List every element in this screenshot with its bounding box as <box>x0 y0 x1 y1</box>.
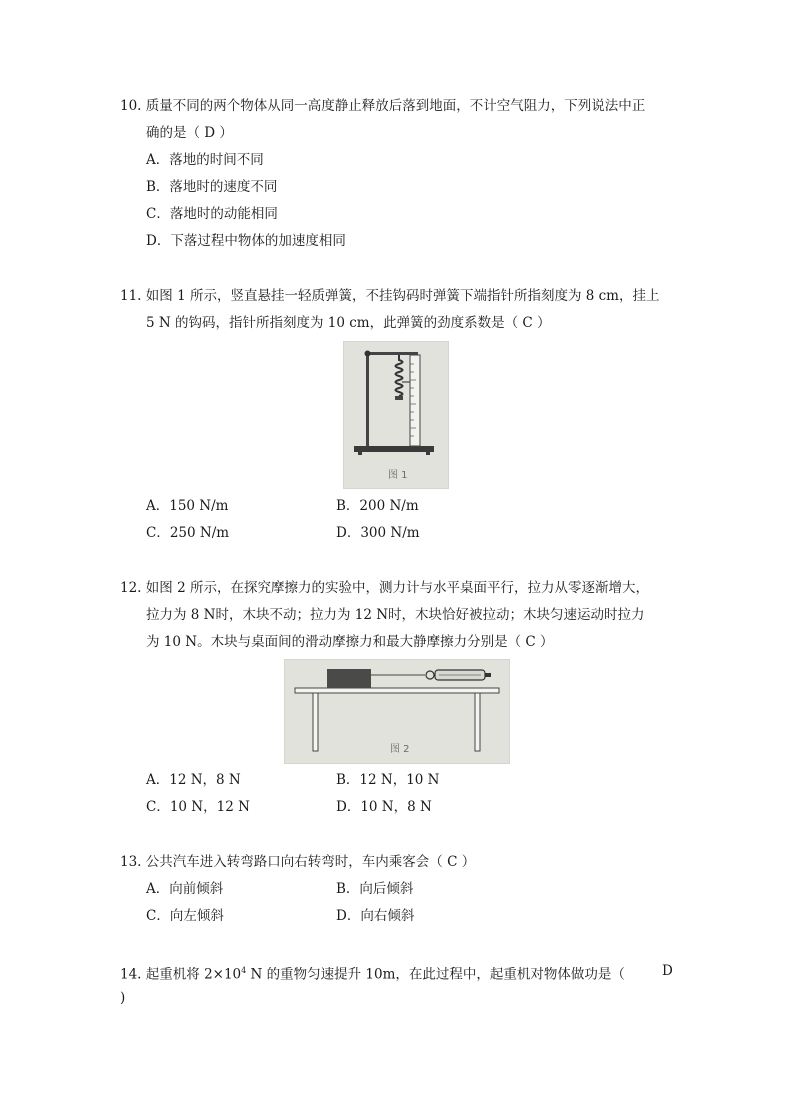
figure-2-friction-setup <box>284 659 510 764</box>
q12-option-a: A．12 N，8 N <box>146 772 241 788</box>
q13-option-c: C．向左倾斜 <box>146 908 224 924</box>
q12-stem-line1: 如图 2 所示，在探究摩擦力的实验中，测力计与水平桌面平行，拉力从零逐渐增大， <box>145 580 649 596</box>
q14-line1 <box>120 962 625 984</box>
q13-line1 <box>120 853 475 871</box>
q14-number: 14. <box>120 966 142 983</box>
q14-stem-part1: 起重机将 2×10 <box>145 966 242 983</box>
q10-option-b: B．落地时的速度不同 <box>146 179 278 195</box>
figure-2-caption: 图 2 <box>390 744 410 755</box>
q13-option-d: D．向右倾斜 <box>336 908 415 924</box>
q10-option-a: A．落地的时间不同 <box>146 152 264 168</box>
q10-option-d: D．下落过程中物体的加速度相同 <box>146 233 346 249</box>
q12-option-c: C．10 N，12 N <box>146 799 250 815</box>
q14-answer: D <box>662 963 673 979</box>
q11-option-d: D．300 N/m <box>336 525 420 541</box>
figure-1-spring-apparatus <box>343 341 449 489</box>
q13-stem-line1: 公共汽车进入转弯路口向右转弯时，车内乘客会（ C ） <box>145 854 476 870</box>
q10-line1 <box>120 97 645 115</box>
q11-stem-line1: 如图 1 所示，竖直悬挂一轻质弹簧，不挂钩码时弹簧下端指针所指刻度为 8 cm，挂上 <box>145 288 660 304</box>
q11-option-b: B．200 N/m <box>336 498 419 514</box>
q12-option-b: B．12 N，10 N <box>336 772 440 788</box>
q10-stem-line2: 确的是（ D ） <box>146 125 233 141</box>
q11-number: 11. <box>120 288 142 304</box>
q10-stem-line1: 质量不同的两个物体从同一高度静止释放后落到地面，不计空气阻力，下列说法中正 <box>145 98 646 114</box>
q12-number: 12. <box>120 580 142 596</box>
q13-option-b: B．向后倾斜 <box>336 881 414 897</box>
q13-option-a: A．向前倾斜 <box>146 881 224 897</box>
q12-line1 <box>120 579 649 597</box>
q13-number: 13. <box>120 854 142 870</box>
q14-stem-line2: ) <box>120 990 126 1006</box>
q11-line1 <box>120 287 660 305</box>
q10-number: 10. <box>120 98 142 114</box>
q12-stem-line3: 为 10 N。木块与桌面间的滑动摩擦力和最大静摩擦力分别是（ C ） <box>146 634 554 650</box>
q14-stem-part2: N 的重物匀速提升 10m，在此过程中，起重机对物体做功是（ <box>246 966 625 983</box>
q12-stem-line2: 拉力为 8 N时，木块不动；拉力为 12 N时，木块恰好被拉动；木块匀速运动时拉力 <box>146 607 645 623</box>
q12-option-d: D．10 N，8 N <box>336 799 432 815</box>
q11-option-c: C．250 N/m <box>146 525 230 541</box>
q11-stem-line2: 5 N 的钩码，指针所指刻度为 10 cm，此弹簧的劲度系数是（ C ） <box>146 315 551 331</box>
q14-exponent: 4 <box>241 966 247 975</box>
q10-option-c: C．落地时的动能相同 <box>146 206 278 222</box>
figure-1-caption: 图 1 <box>388 470 408 481</box>
q11-option-a: A．150 N/m <box>146 498 229 514</box>
